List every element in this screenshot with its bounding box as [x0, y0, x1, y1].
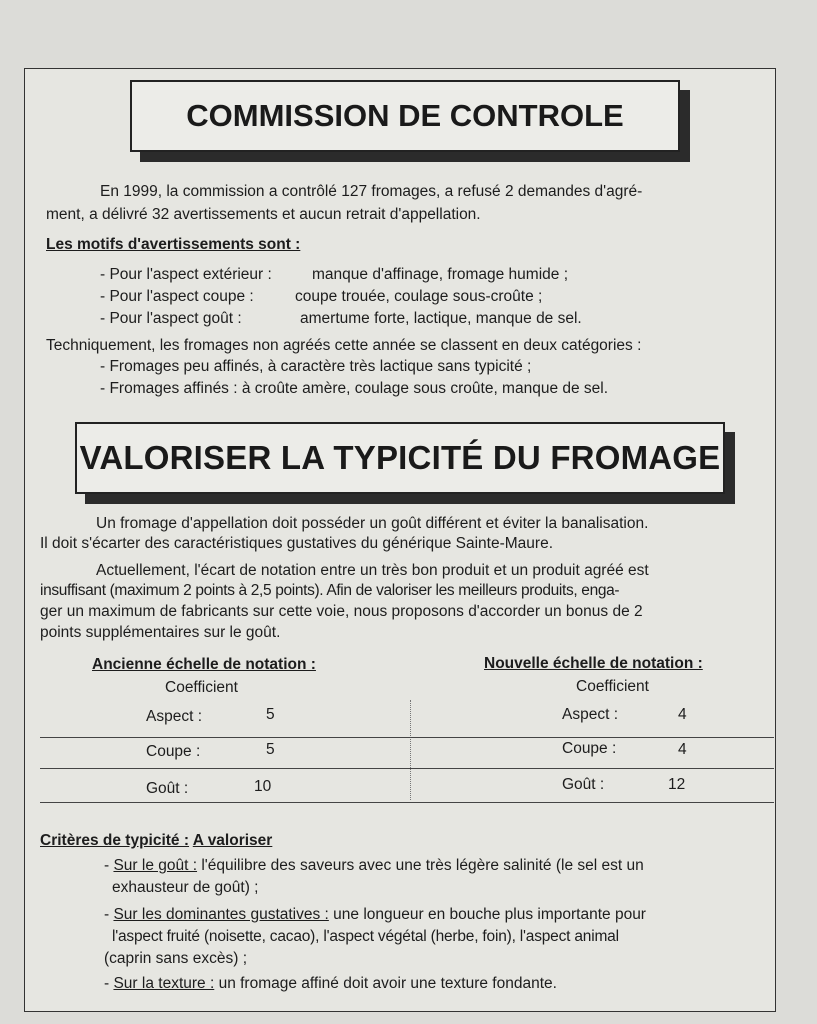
- p2-line-2: insuffisant (maximum 2 points à 2,5 points). Afin de valoriser les meilleurs produits, enga-: [40, 582, 620, 599]
- critere-3-line-1: - Sur la texture : un fromage affiné doit avoir une texture fondante.: [104, 975, 557, 992]
- old-coef-label: Coefficient: [165, 679, 238, 696]
- old-scale-heading: Ancienne échelle de notation :: [92, 656, 316, 673]
- p1-line-1: Un fromage d'appellation doit posséder un goût différent et éviter la banalisation.: [96, 515, 649, 532]
- motif-label-3: - Pour l'aspect goût :: [100, 310, 242, 327]
- new-gout-label: Goût :: [562, 776, 605, 793]
- critere-1-line-2: exhausteur de goût) ;: [112, 879, 259, 896]
- row-separator-1: [40, 737, 774, 738]
- new-gout-value: 12: [668, 776, 686, 793]
- criteres-heading-b: A valoriser: [192, 832, 273, 849]
- old-aspect-value: 5: [266, 706, 275, 723]
- row-separator-3: [40, 802, 774, 803]
- critere-2-line-3: (caprin sans excès) ;: [104, 950, 247, 967]
- category-1: - Fromages peu affinés, à caractère très lactique sans typicité ;: [100, 358, 532, 375]
- p2-line-3: ger un maximum de fabricants sur cette voie, nous proposons d'accorder un bonus de 2: [40, 603, 643, 620]
- critere-2-key: Sur les dominantes gustatives :: [113, 906, 329, 923]
- old-gout-label: Goût :: [146, 780, 189, 797]
- motif-label-2: - Pour l'aspect coupe :: [100, 288, 254, 305]
- category-2: - Fromages affinés : à croûte amère, coulage sous croûte, manque de sel.: [100, 380, 609, 397]
- p2-line-4: points supplémentaires sur le goût.: [40, 624, 281, 641]
- valoriser-title: [75, 422, 725, 494]
- new-aspect-label: Aspect :: [562, 706, 618, 723]
- critere-1-line-1: - Sur le goût : l'équilibre des saveurs avec une très légère salinité (le sel est un: [104, 857, 644, 874]
- critere-3-text: un fromage affiné doit avoir une texture fondante.: [214, 975, 557, 992]
- commission-title: [130, 80, 680, 152]
- new-scale-heading: Nouvelle échelle de notation :: [484, 655, 703, 672]
- old-aspect-label: Aspect :: [146, 708, 202, 725]
- new-coupe-value: 4: [678, 741, 687, 758]
- criteres-heading-a: Critères de typicité :: [40, 832, 190, 849]
- motif-value-1: manque d'affinage, fromage humide ;: [312, 266, 569, 283]
- motif-value-2: coupe trouée, coulage sous-croûte ;: [295, 288, 543, 305]
- new-aspect-value: 4: [678, 706, 687, 723]
- motifs-heading: Les motifs d'avertissements sont :: [46, 236, 301, 253]
- new-coef-label: Coefficient: [576, 678, 649, 695]
- motif-value-3: amertume forte, lactique, manque de sel.: [300, 310, 582, 327]
- commission-title-text: COMMISSION DE CONTROLE: [186, 98, 624, 133]
- old-gout-value: 10: [254, 778, 272, 795]
- critere-1-key: Sur le goût :: [113, 857, 198, 874]
- table-divider: [410, 700, 411, 800]
- tech-line: Techniquement, les fromages non agréés cette année se classent en deux catégories :: [46, 337, 642, 354]
- p2-line-1: Actuellement, l'écart de notation entre un très bon produit et un produit agréé est: [96, 562, 649, 579]
- intro-line-1: En 1999, la commission a contrôlé 127 fromages, a refusé 2 demandes d'agré-: [100, 183, 643, 200]
- critere-1-text: l'équilibre des saveurs avec une très légère salinité (le sel est un: [197, 857, 644, 874]
- critere-2-line-2: l'aspect fruité (noisette, cacao), l'aspect végétal (herbe, foin), l'aspect animal: [112, 928, 619, 945]
- intro-line-2: ment, a délivré 32 avertissements et aucun retrait d'appellation.: [46, 206, 481, 223]
- new-coupe-label: Coupe :: [562, 740, 617, 757]
- old-coupe-value: 5: [266, 741, 275, 758]
- criteres-heading: [40, 832, 272, 850]
- critere-2-text: une longueur en bouche plus importante pour: [328, 906, 646, 923]
- critere-3-key: Sur la texture :: [113, 975, 215, 992]
- motif-label-1: - Pour l'aspect extérieur :: [100, 266, 272, 283]
- valoriser-title-text: VALORISER LA TYPICITÉ DU FROMAGE: [79, 439, 721, 476]
- row-separator-2: [40, 768, 774, 769]
- p1-line-2: Il doit s'écarter des caractéristiques gustatives du générique Sainte-Maure.: [40, 535, 554, 552]
- old-coupe-label: Coupe :: [146, 743, 201, 760]
- critere-2-line-1: - Sur les dominantes gustatives : une longueur en bouche plus importante pour: [104, 906, 646, 923]
